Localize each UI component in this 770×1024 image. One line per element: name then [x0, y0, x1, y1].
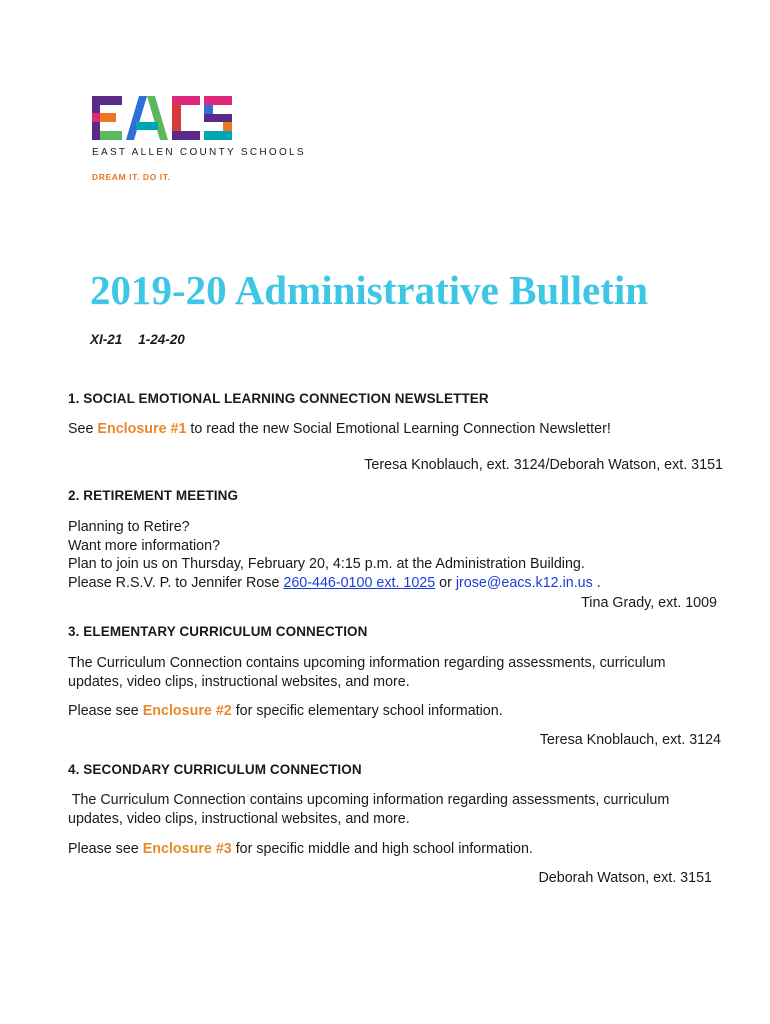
section-1-text	[68, 420, 611, 439]
section-4-enclosure-line	[68, 840, 533, 859]
eacs-logo-mark	[92, 96, 234, 142]
rsvp-post: .	[592, 574, 601, 591]
logo-letter-a	[126, 96, 168, 140]
section-4-enclosure-pre: Please see	[68, 841, 143, 857]
logo-letter-s	[204, 96, 232, 140]
logo-letter-e	[92, 96, 122, 140]
section-3-line-2: updates, video clips, instructional websites, and more.	[68, 673, 410, 690]
section-4-text	[68, 791, 669, 828]
section-2-line-1: Planning to Retire?	[68, 519, 190, 535]
section-4-enclosure-post: for specific middle and high school information.	[231, 841, 533, 857]
section-2-signature: Tina Grady, ext. 1009	[581, 595, 717, 611]
section-2-text	[68, 518, 601, 592]
section-1-text-pre: See	[68, 421, 98, 437]
section-1-text-post: to read the new Social Emotional Learning Connection Newsletter!	[186, 421, 611, 437]
section-3-line-1: The Curriculum Connection contains upcoming information regarding assessments, curriculum	[68, 655, 666, 671]
rsvp-email-link[interactable]: jrose@eacs.k12.in.us	[455, 574, 593, 591]
section-4-line-1: The Curriculum Connection contains upcoming information regarding assessments, curriculum	[68, 792, 670, 808]
section-4-heading: 4. SECONDARY CURRICULUM CONNECTION	[68, 762, 362, 777]
bulletin-identifier	[90, 332, 185, 347]
section-3-text	[68, 654, 666, 691]
enclosure-1-link[interactable]: Enclosure #1	[97, 421, 187, 437]
section-3-enclosure-line	[68, 702, 503, 721]
section-3-enclosure-pre: Please see	[68, 703, 143, 719]
section-4-line-2: updates, video clips, instructional websites, and more.	[68, 810, 410, 827]
rsvp-mid: or	[435, 574, 456, 591]
logo-tagline: DREAM IT. DO IT.	[92, 172, 171, 182]
section-2-line-2: Want more information?	[68, 537, 221, 554]
logo-letter-c	[172, 96, 200, 140]
logo-org-name: EAST ALLEN COUNTY SCHOOLS	[92, 147, 306, 158]
section-2-line-3: Plan to join us on Thursday, February 20, 4:15 p.m. at the Administration Building.	[68, 556, 585, 572]
section-3-signature: Teresa Knoblauch, ext. 3124	[539, 732, 721, 748]
rsvp-pre: Please R.S.V. P. to Jennifer Rose	[68, 574, 284, 591]
section-2-heading: 2. RETIREMENT MEETING	[68, 488, 239, 503]
bulletin-date: 1-24-20	[138, 332, 185, 347]
rsvp-phone-link[interactable]: 260-446-0100 ext. 1025	[283, 574, 436, 591]
section-1-heading: 1. SOCIAL EMOTIONAL LEARNING CONNECTION NEWSLETTER	[68, 391, 489, 406]
enclosure-2-link[interactable]: Enclosure #2	[142, 703, 232, 719]
bulletin-title: 2019-20 Administrative Bulletin	[90, 267, 649, 313]
section-3-enclosure-post: for specific elementary school information.	[231, 703, 503, 719]
bulletin-number: XI-21	[90, 332, 123, 347]
section-2-rsvp	[68, 574, 601, 593]
section-3-heading: 3. ELEMENTARY CURRICULUM CONNECTION	[68, 624, 368, 639]
eacs-logo	[92, 96, 312, 188]
section-4-signature: Deborah Watson, ext. 3151	[538, 870, 712, 886]
enclosure-3-link[interactable]: Enclosure #3	[142, 841, 232, 857]
section-1-signature: Teresa Knoblauch, ext. 3124/Deborah Watson, ext. 3151	[364, 457, 723, 473]
